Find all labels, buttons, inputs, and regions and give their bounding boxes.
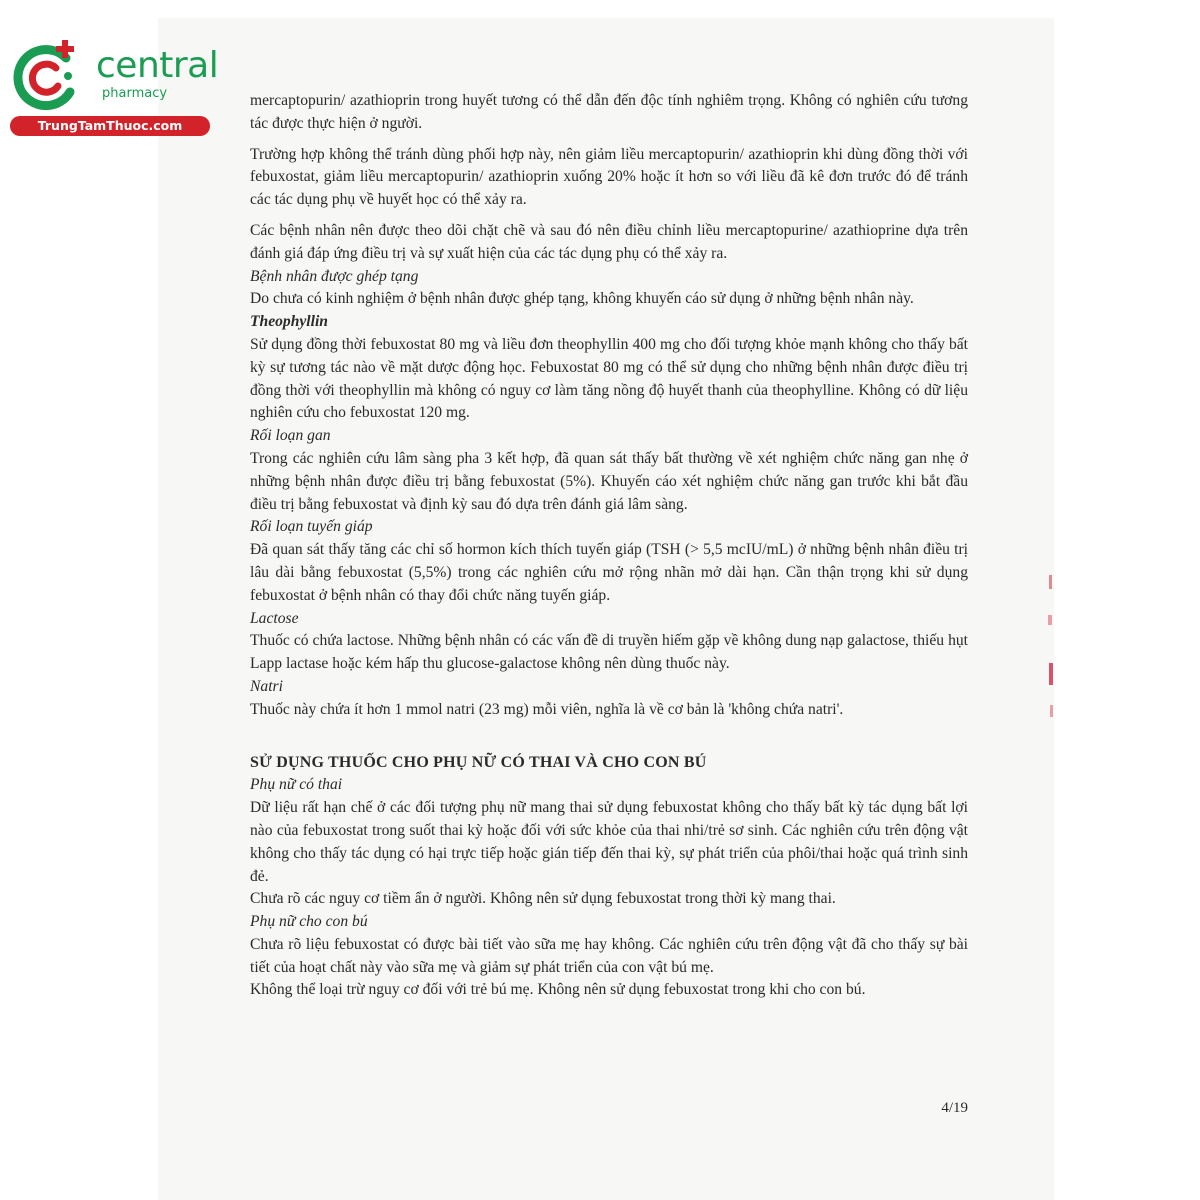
subheading-pregnant: Phụ nữ có thai: [250, 776, 343, 794]
paragraph: Các bệnh nhân nên được theo dõi chặt chẽ và sau đó nên điều chỉnh liều mercaptopurine/ azathioprine dựa trên đánh giá đáp ứng điều trị và sự xuất hiện của các tác dụng phụ có thể xảy ra.: [250, 221, 968, 262]
paragraph: Do chưa có kinh nghiệm ở bệnh nhân được ghép tạng, không khuyến cáo sử dụng ở những bệnh nhân này.: [250, 290, 914, 308]
red-stamp-edge: [1043, 575, 1055, 755]
subheading-lactose: Lactose: [250, 609, 299, 627]
paragraph: Trong các nghiên cứu lâm sàng pha 3 kết hợp, đã quan sát thấy bất thường về xét nghiệm chức năng gan nhẹ ở những bệnh nhân được điều trị bằng febuxostat (5%). Khuyến cáo xét nghiệm chức năng gan trước khi bắt đầu điều trị bằng febuxostat và định kỳ sau đó dựa trên đánh giá lâm sàng.: [250, 449, 968, 513]
paragraph: Không thể loại trừ nguy cơ đối với trẻ bú mẹ. Không nên sử dụng febuxostat trong khi cho con bú.: [250, 981, 866, 999]
paragraph: Đã quan sát thấy tăng các chỉ số hormon kích thích tuyến giáp (TSH (> 5,5 mcIU/mL) ở những bệnh nhân điều trị lâu dài bằng febuxostat (5,5%) trong các nghiên cứu mở rộng nhãn mở dài hạn. Cần thận trọng khi sử dụng febuxostat ở bệnh nhân có thay đổi chức năng tuyến giáp.: [250, 541, 968, 604]
subheading-transplant: Bệnh nhân được ghép tạng: [250, 267, 419, 285]
paragraph: Trường hợp không thể tránh dùng phối hợp này, nên giảm liều mercaptopurin/ azathioprin khi dùng đồng thời với febuxostat, giảm liều mercaptopurin/ azathioprin xuống 20% hoặc ít hơn so với liều đã kê đơn trước đó để tránh các tác dụng phụ về huyết học có thể xảy ra.: [250, 145, 968, 209]
brand-website[interactable]: TrungTamThuoc.com: [10, 116, 210, 136]
document-body: [250, 90, 968, 1002]
paragraph: Chưa rõ liệu febuxostat có được bài tiết vào sữa mẹ hay không. Các nghiên cứu trên động vật đã cho thấy sự bài tiết của hoạt chất này vào sữa mẹ và giảm sự phát triển của con vật bú mẹ.: [250, 935, 968, 976]
subheading-thyroid: Rối loạn tuyến giáp: [250, 518, 373, 536]
paragraph: Dữ liệu rất hạn chế ở các đối tượng phụ nữ mang thai sử dụng febuxostat không cho thấy bất kỳ tác dụng bất lợi nào của febuxostat trong suốt thai kỳ hoặc đối với sức khỏe của thai nhi/trẻ sơ sinh. Các nghiên cứu trên động vật không cho thấy tác dụng có hại trực tiếp hoặc gián tiếp đến thai kỳ, sự phát triển của phôi/thai hoặc quá trình sinh đẻ.: [250, 799, 968, 885]
paragraph: mercaptopurin/ azathioprin trong huyết tương có thể dẫn đến độc tính nghiêm trọng. Không có nghiên cứu tương tác được thực hiện ở người.: [250, 92, 968, 132]
subheading-breastfeeding: Phụ nữ cho con bú: [250, 913, 368, 931]
subheading-liver: Rối loạn gan: [250, 427, 331, 445]
paragraph: Thuốc có chứa lactose. Những bệnh nhân có các vấn đề di truyền hiếm gặp về không dung nạp galactose, thiếu hụt Lapp lactase hoặc kém hấp thu glucose-galactose không nên dùng thuốc này.: [250, 632, 968, 673]
paragraph: Sử dụng đồng thời febuxostat 80 mg và liều đơn theophyllin 400 mg cho đối tượng khỏe mạnh không cho thấy bất kỳ sự tương tác nào về mặt dược động học. Febuxostat 80 mg có thể sử dụng cho những bệnh nhân được điều trị đồng thời với theophyllin mà không có nguy cơ làm tăng nồng độ huyết thanh của theophylline. Không có dữ liệu nghiên cứu cho febuxostat 120 mg.: [250, 335, 968, 422]
brand-name: central: [96, 45, 219, 86]
brand-subtitle: pharmacy: [102, 86, 168, 101]
subheading-natri: Natri: [250, 677, 283, 695]
paragraph: Chưa rõ các nguy cơ tiềm ẩn ở người. Không nên sử dụng febuxostat trong thời kỳ mang thai.: [250, 890, 836, 908]
pharmacy-logo-icon: [10, 38, 90, 118]
paragraph: Thuốc này chứa ít hơn 1 mmol natri (23 mg) mỗi viên, nghĩa là về cơ bản là 'không chứa natri'.: [250, 700, 844, 718]
page-number: 4/19: [941, 1100, 968, 1116]
section-title: SỬ DỤNG THUỐC CHO PHỤ NỮ CÓ THAI VÀ CHO CON BÚ: [250, 753, 707, 771]
central-pharmacy-logo[interactable]: [10, 38, 219, 138]
subheading-theophyllin: Theophyllin: [250, 313, 328, 331]
